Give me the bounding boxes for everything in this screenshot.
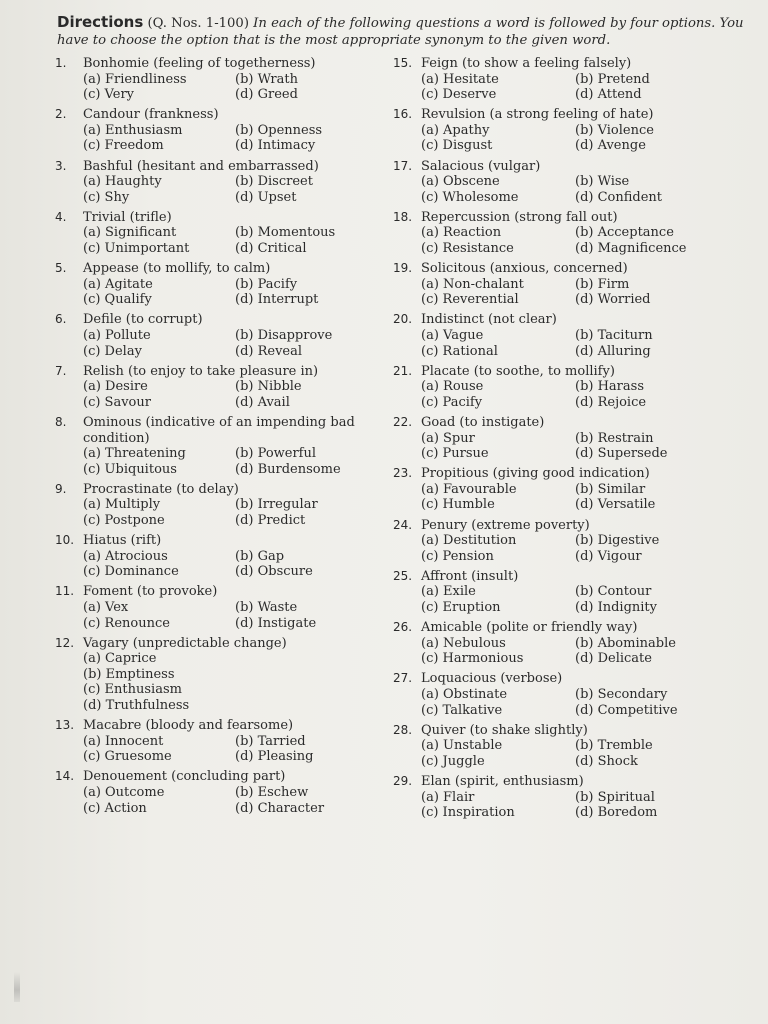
question-header — [393, 159, 723, 175]
question-number: 26. — [393, 620, 413, 635]
question-header — [393, 518, 723, 534]
directions-range: (Q. Nos. 1-100) — [147, 16, 249, 31]
answer-option: (a) Nebulous — [421, 635, 506, 651]
answer-option: (d) Magnificence — [575, 241, 687, 257]
options-grid — [421, 225, 723, 256]
question-number: 19. — [393, 261, 413, 276]
answer-option: (a) Atrocious — [83, 548, 168, 564]
question-stem: Feign (to show a feeling falsely) — [421, 56, 632, 71]
question-stem: Solicitous (anxious, concerned) — [421, 261, 628, 277]
answer-option: (d) Alluring — [575, 343, 651, 359]
answer-option: (c) Enthusiasm — [83, 682, 182, 698]
answer-option: (c) Very — [83, 87, 135, 103]
answer-option: (b) Spiritual — [575, 789, 655, 805]
answer-option: (c) Harmonious — [421, 651, 524, 667]
question-number: 14. — [55, 769, 75, 784]
answer-option: (a) Multiply — [83, 497, 161, 513]
answer-option: (c) Shy — [83, 189, 130, 205]
question-stem: Placate (to soothe, to mollify) — [421, 363, 615, 379]
options-grid — [83, 277, 375, 308]
options-grid — [421, 584, 723, 615]
answer-option: (b) Tremble — [575, 738, 653, 754]
answer-option: (b) Secondary — [575, 686, 668, 702]
answer-option: (a) Unstable — [421, 738, 503, 754]
question-item — [393, 159, 723, 206]
question-number: 5. — [55, 261, 67, 276]
answer-option: (d) Supersede — [575, 446, 668, 462]
answer-option: (b) Firm — [575, 276, 630, 292]
question-stem: Revulsion (a strong feeling of hate) — [421, 107, 654, 123]
options-grid — [83, 785, 375, 816]
answer-option: (d) Burdensome — [235, 461, 341, 477]
answer-option: (a) Caprice — [83, 651, 157, 667]
answer-option: (b) Discreet — [235, 174, 313, 190]
answer-option: (c) Inspiration — [421, 805, 515, 821]
question-stem: Hiatus (rift) — [83, 533, 162, 549]
answer-option: (c) Reverential — [421, 292, 519, 308]
question-item — [55, 482, 375, 529]
answer-option: (c) Renounce — [83, 615, 170, 631]
answer-option: (d) Avail — [235, 394, 290, 410]
options-grid — [421, 431, 723, 462]
options-grid — [421, 790, 723, 821]
answer-option: (c) Resistance — [421, 241, 514, 257]
question-number: 9. — [55, 481, 67, 496]
options-grid — [83, 497, 375, 528]
answer-option: (d) Boredom — [575, 805, 658, 821]
answer-option: (a) Spur — [421, 430, 475, 446]
question-header — [55, 533, 375, 549]
question-header — [55, 636, 375, 652]
question-stem: Ominous (indicative of an impending bad condition) — [83, 414, 355, 446]
right-column — [393, 56, 723, 825]
answer-option: (a) Obstinate — [421, 686, 508, 702]
answer-option: (d) Pleasing — [235, 749, 314, 765]
options-grid — [83, 123, 375, 154]
question-number: 8. — [55, 414, 67, 429]
question-header — [55, 718, 375, 734]
question-number: 24. — [393, 517, 413, 532]
answer-option: (a) Reaction — [421, 225, 502, 241]
answer-option: (d) Competitive — [575, 702, 678, 718]
answer-option: (a) Outcome — [83, 785, 165, 801]
answer-option: (c) Action — [83, 800, 147, 816]
options-grid — [421, 123, 723, 154]
answer-option: (b) Acceptance — [575, 225, 674, 241]
question-header — [55, 261, 375, 277]
question-item — [55, 210, 375, 257]
answer-option: (a) Friendliness — [83, 71, 187, 87]
options-grid — [83, 651, 375, 713]
answer-option: (c) Savour — [83, 394, 151, 410]
answer-option: (c) Pursue — [421, 446, 489, 462]
answer-option: (b) Waste — [235, 600, 298, 615]
question-number: 10. — [55, 533, 75, 548]
question-item — [55, 364, 375, 411]
question-stem: Bonhomie (feeling of togetherness) — [83, 56, 316, 71]
options-grid — [83, 446, 375, 477]
question-item — [55, 261, 375, 308]
question-number: 3. — [55, 158, 67, 173]
left-column — [55, 56, 375, 821]
answer-option: (d) Attend — [575, 87, 642, 103]
question-stem: Affront (insult) — [421, 568, 519, 584]
question-stem: Appease (to mollify, to calm) — [83, 261, 271, 277]
question-item — [55, 769, 375, 816]
options-grid — [421, 328, 723, 359]
answer-option: (b) Pacify — [235, 276, 298, 292]
question-stem: Goad (to instigate) — [421, 414, 545, 430]
question-number: 28. — [393, 722, 413, 737]
answer-option: (c) Rational — [421, 343, 498, 359]
question-header — [393, 723, 723, 739]
answer-option: (b) Nibble — [235, 379, 302, 395]
question-number: 17. — [393, 158, 413, 173]
question-number: 11. — [55, 584, 75, 599]
directions-text: In each of the following questions a word is followed by four options. You have to choose the option that is the most appropriate synonym to the given word. — [57, 16, 744, 48]
answer-option: (c) Qualify — [83, 292, 152, 308]
answer-option: (d) Predict — [235, 513, 306, 529]
options-grid — [421, 687, 723, 718]
scan-smudge — [14, 972, 20, 1002]
question-header — [55, 56, 375, 72]
answer-option: (d) Confident — [575, 189, 663, 205]
answer-option: (d) Worried — [575, 292, 651, 308]
directions-heading: Directions — [57, 13, 144, 31]
question-item — [393, 415, 723, 462]
question-stem: Foment (to provoke) — [83, 584, 218, 600]
question-item — [393, 723, 723, 770]
options-grid — [83, 734, 375, 765]
answer-option: (a) Desire — [83, 379, 148, 395]
answer-option: (b) Contour — [575, 584, 652, 600]
answer-option: (d) Obscure — [235, 564, 313, 580]
answer-option: (b) Gap — [235, 548, 285, 564]
question-header — [393, 671, 723, 687]
answer-option: (c) Unimportant — [83, 241, 190, 257]
answer-option: (a) Destitution — [421, 533, 517, 549]
answer-option: (a) Exile — [421, 584, 476, 600]
answer-option: (d) Avenge — [575, 138, 646, 154]
question-item — [55, 107, 375, 154]
answer-option: (c) Talkative — [421, 702, 503, 718]
answer-option: (d) Truthfulness — [83, 698, 190, 714]
answer-option: (d) Shock — [575, 753, 638, 769]
options-grid — [421, 277, 723, 308]
question-header — [393, 107, 723, 123]
question-header — [55, 482, 375, 498]
answer-option: (b) Irregular — [235, 497, 318, 513]
question-number: 13. — [55, 718, 75, 733]
answer-option: (d) Instigate — [235, 615, 317, 631]
answer-option: (a) Innocent — [83, 733, 164, 749]
answer-option: (b) Similar — [575, 481, 646, 497]
question-item — [393, 671, 723, 718]
question-number: 15. — [393, 56, 413, 70]
answer-option: (a) Apathy — [421, 122, 490, 138]
question-stem: Relish (to enjoy to take pleasure in) — [83, 363, 319, 379]
answer-option: (a) Non-chalant — [421, 276, 524, 292]
answer-option: (c) Freedom — [83, 138, 164, 154]
answer-option: (c) Juggle — [421, 753, 485, 769]
options-grid — [421, 379, 723, 410]
answer-option: (b) Emptiness — [83, 666, 175, 682]
question-item — [393, 56, 723, 103]
answer-option: (d) Critical — [235, 241, 307, 257]
question-number: 12. — [55, 635, 75, 650]
question-item — [393, 261, 723, 308]
answer-option: (c) Disgust — [421, 138, 493, 154]
question-item — [393, 774, 723, 821]
question-header — [393, 620, 723, 636]
question-header — [393, 774, 723, 790]
question-number: 7. — [55, 363, 67, 378]
answer-option: (b) Wrath — [235, 71, 298, 87]
question-item — [393, 364, 723, 411]
question-header — [55, 584, 375, 600]
question-header — [393, 466, 723, 482]
answer-option: (c) Eruption — [421, 600, 501, 615]
question-number: 6. — [55, 312, 67, 327]
answer-option: (b) Harass — [575, 379, 644, 395]
answer-option: (a) Agitate — [83, 276, 153, 292]
answer-option: (b) Taciturn — [575, 328, 653, 343]
answer-option: (d) Rejoice — [575, 394, 647, 410]
question-item — [393, 107, 723, 154]
question-stem: Indistinct (not clear) — [421, 312, 557, 328]
question-item — [55, 159, 375, 206]
question-item — [393, 466, 723, 513]
answer-option: (c) Humble — [421, 497, 495, 513]
answer-option: (b) Abominable — [575, 635, 676, 651]
question-stem: Candour (frankness) — [83, 107, 219, 123]
answer-option: (d) Indignity — [575, 600, 658, 615]
answer-option: (c) Deserve — [421, 87, 497, 103]
options-grid — [421, 738, 723, 769]
question-header — [55, 364, 375, 380]
question-number: 4. — [55, 209, 67, 224]
question-item — [393, 620, 723, 667]
answer-option: (d) Versatile — [575, 497, 656, 513]
answer-option: (b) Disapprove — [235, 328, 333, 343]
answer-option: (c) Postpone — [83, 513, 165, 529]
question-header — [393, 415, 723, 431]
question-number: 2. — [55, 107, 67, 122]
question-stem: Salacious (vulgar) — [421, 158, 541, 174]
answer-option: (d) Greed — [235, 87, 298, 103]
question-header — [55, 159, 375, 175]
options-grid — [83, 225, 375, 256]
question-item — [393, 569, 723, 616]
answer-option: (d) Upset — [235, 189, 297, 205]
options-grid — [421, 482, 723, 513]
answer-option: (b) Tarried — [235, 733, 306, 749]
answer-option: (d) Reveal — [235, 343, 303, 359]
answer-option: (c) Ubiquitous — [83, 461, 177, 477]
options-grid — [83, 174, 375, 205]
answer-option: (a) Enthusiasm — [83, 122, 183, 138]
question-stem: Repercussion (strong fall out) — [421, 209, 618, 225]
question-stem: Propitious (giving good indication) — [421, 466, 650, 482]
question-number: 27. — [393, 671, 413, 686]
options-grid — [83, 600, 375, 631]
answer-option: (b) Restrain — [575, 430, 654, 446]
question-number: 21. — [393, 363, 413, 378]
question-header — [55, 312, 375, 328]
question-number: 29. — [393, 773, 413, 788]
question-number: 20. — [393, 312, 413, 327]
answer-option: (c) Pension — [421, 548, 494, 564]
question-stem: Macabre (bloody and fearsome) — [83, 718, 294, 734]
question-header — [393, 56, 723, 72]
question-stem: Trivial (trifle) — [83, 209, 172, 225]
question-item — [55, 56, 375, 103]
options-grid — [421, 72, 723, 103]
question-header — [55, 769, 375, 785]
answer-option: (a) Significant — [83, 225, 177, 241]
question-item — [55, 533, 375, 580]
answer-option: (a) Vague — [421, 328, 484, 343]
question-header — [55, 107, 375, 123]
question-header — [55, 415, 375, 446]
question-number: 1. — [55, 56, 67, 70]
question-stem: Quiver (to shake slightly) — [421, 722, 588, 738]
answer-option: (d) Character — [235, 800, 325, 816]
question-stem: Denouement (concluding part) — [83, 769, 286, 785]
question-item — [55, 718, 375, 765]
question-item — [55, 415, 375, 477]
answer-option: (c) Pacify — [421, 394, 483, 410]
options-grid — [421, 174, 723, 205]
directions-block — [57, 14, 747, 49]
answer-option: (b) Powerful — [235, 446, 317, 462]
answer-option: (a) Obscene — [421, 174, 500, 190]
answer-option: (d) Delicate — [575, 651, 652, 667]
question-header — [55, 210, 375, 226]
question-stem: Vagary (unpredictable change) — [83, 635, 287, 651]
answer-option: (b) Eschew — [235, 785, 309, 801]
question-stem: Defile (to corrupt) — [83, 312, 203, 328]
question-header — [393, 261, 723, 277]
answer-option: (b) Digestive — [575, 533, 660, 549]
question-header — [393, 364, 723, 380]
question-item — [393, 312, 723, 359]
answer-option: (a) Rouse — [421, 379, 484, 395]
question-stem: Bashful (hesitant and embarrassed) — [83, 158, 319, 174]
question-item — [55, 584, 375, 631]
options-grid — [421, 636, 723, 667]
options-grid — [83, 549, 375, 580]
question-item — [393, 518, 723, 565]
question-header — [393, 312, 723, 328]
question-item — [393, 210, 723, 257]
options-grid — [83, 72, 375, 103]
answer-option: (a) Pollute — [83, 328, 151, 343]
answer-option: (a) Favourable — [421, 481, 517, 497]
answer-option: (a) Vex — [83, 600, 129, 615]
options-grid — [83, 379, 375, 410]
answer-option: (a) Hesitate — [421, 71, 499, 87]
question-number: 18. — [393, 209, 413, 224]
question-item — [55, 312, 375, 359]
question-stem: Penury (extreme poverty) — [421, 517, 590, 533]
question-stem: Procrastinate (to delay) — [83, 481, 239, 497]
answer-option: (c) Dominance — [83, 564, 179, 580]
answer-option: (c) Delay — [83, 343, 142, 359]
answer-option: (c) Wholesome — [421, 189, 519, 205]
question-stem: Amicable (polite or friendly way) — [421, 620, 638, 636]
answer-option: (a) Haughty — [83, 174, 162, 190]
answer-option: (b) Wise — [575, 174, 630, 190]
answer-option: (d) Intimacy — [235, 138, 316, 154]
question-header — [393, 569, 723, 585]
question-number: 22. — [393, 414, 413, 429]
answer-option: (b) Openness — [235, 122, 323, 138]
question-stem: Elan (spirit, enthusiasm) — [421, 773, 584, 789]
question-header — [393, 210, 723, 226]
answer-option: (b) Violence — [575, 122, 654, 138]
answer-option: (c) Gruesome — [83, 749, 172, 765]
question-number: 25. — [393, 568, 413, 583]
answer-option: (a) Threatening — [83, 446, 186, 462]
question-item — [55, 636, 375, 714]
options-grid — [83, 328, 375, 359]
answer-option: (a) Flair — [421, 789, 475, 805]
answer-option: (b) Momentous — [235, 225, 336, 241]
answer-option: (d) Vigour — [575, 548, 642, 564]
answer-option: (b) Pretend — [575, 71, 650, 87]
question-number: 16. — [393, 107, 413, 122]
answer-option: (d) Interrupt — [235, 292, 319, 308]
options-grid — [421, 533, 723, 564]
question-number: 23. — [393, 466, 413, 481]
question-stem: Loquacious (verbose) — [421, 671, 563, 687]
